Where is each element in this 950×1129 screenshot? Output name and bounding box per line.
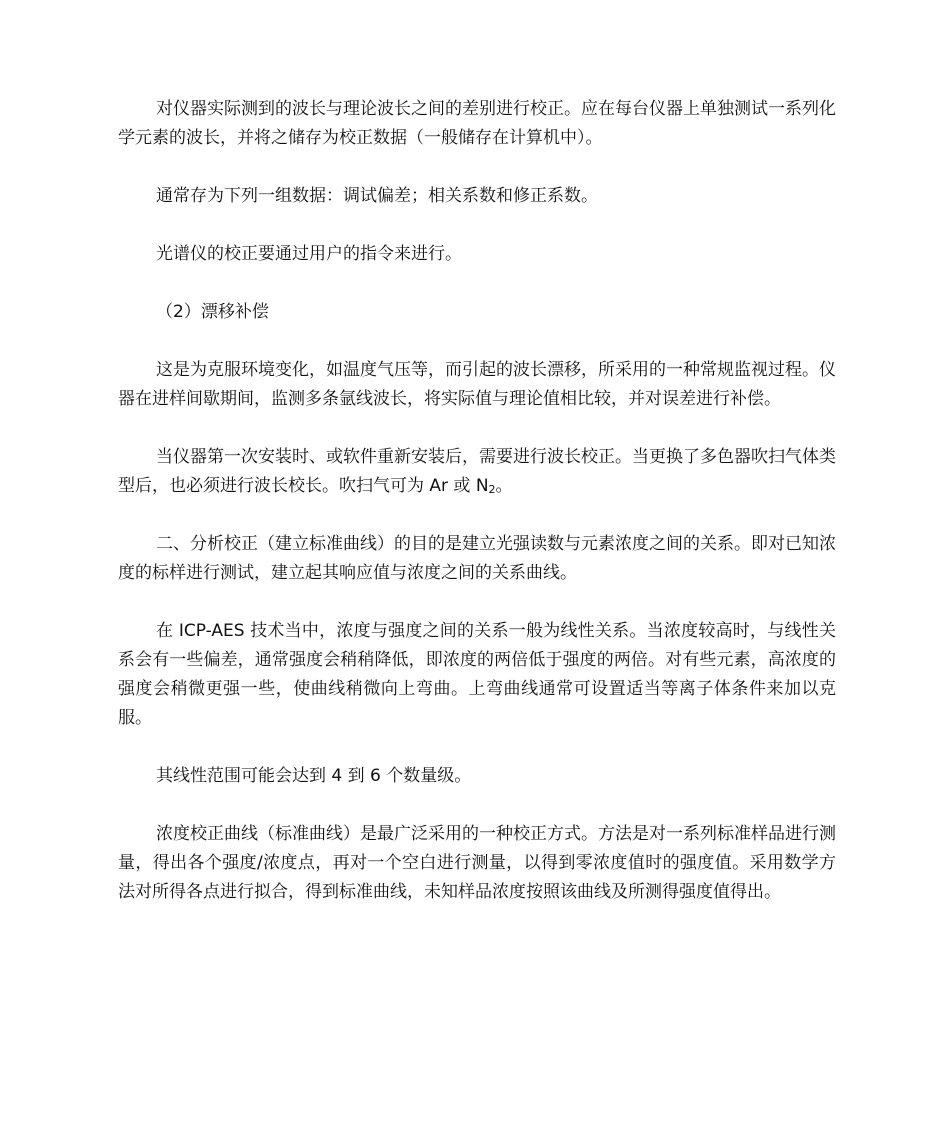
paragraph-drift-compensation: 这是为克服环境变化，如温度气压等，而引起的波长漂移，所采用的一种常规监视过程。仪器在进样间歇期间，监测多条氩线波长，将实际值与理论值相比较，并对误差进行补偿。 [118,360,836,409]
paragraph-stored-data: 通常存为下列一组数据：调试偏差；相关系数和修正系数。 [156,186,598,206]
paragraph-user-command: 光谱仪的校正要通过用户的指令来进行。 [156,244,462,264]
paragraph-analysis-calibration: 二、分析校正（建立标准曲线）的目的是建立光强读数与元素浓度之间的关系。即对已知浓度的标样进行测试，建立起其响应值与浓度之间的关系曲线。 [118,534,836,583]
paragraph-wavelength-calibration: 对仪器实际测到的波长与理论波长之间的差别进行校正。应在每台仪器上单独测试一系列化学元素的波长，并将之储存为校正数据（一般储存在计算机中）。 [118,99,836,148]
section-heading-drift-compensation: （2）漂移补偿 [156,302,269,322]
paragraph-linear-range: 其线性范围可能会达到 4 到 6 个数量级。 [156,766,472,786]
paragraph-install-calibration-tail: 。 [495,476,513,496]
paragraph-install-calibration-text: 当仪器第一次安装时、或软件重新安装后，需要进行波长校正。当更换了多色器吹扫气体类型后，也必须进行波长校长。吹扫气可为 Ar 或 N [118,447,836,496]
paragraph-install-calibration [118,443,836,501]
nitrogen-subscript: 2 [488,483,496,496]
paragraph-standard-curve: 浓度校正曲线（标准曲线）是最广泛采用的一种校正方式。方法是对一系列标准样品进行测量，得出各个强度/浓度点，再对一个空白进行测量，以得到零浓度值时的强度值。采用数学方法对所得各点进行拟合，得到标准曲线，未知样品浓度按照该曲线及所测得强度值得出。 [118,824,836,902]
document-body [118,95,836,936]
paragraph-icp-aes-linearity: 在 ICP-AES 技术当中，浓度与强度之间的关系一般为线性关系。当浓度较高时，与线性关系会有一些偏差，通常强度会稍稍降低，即浓度的两倍低于强度的两倍。对有些元素，高浓度的强度会稍微更强一些，使曲线稍微向上弯曲。上弯曲线通常可设置适当等离子体条件来加以克服。 [118,621,836,728]
